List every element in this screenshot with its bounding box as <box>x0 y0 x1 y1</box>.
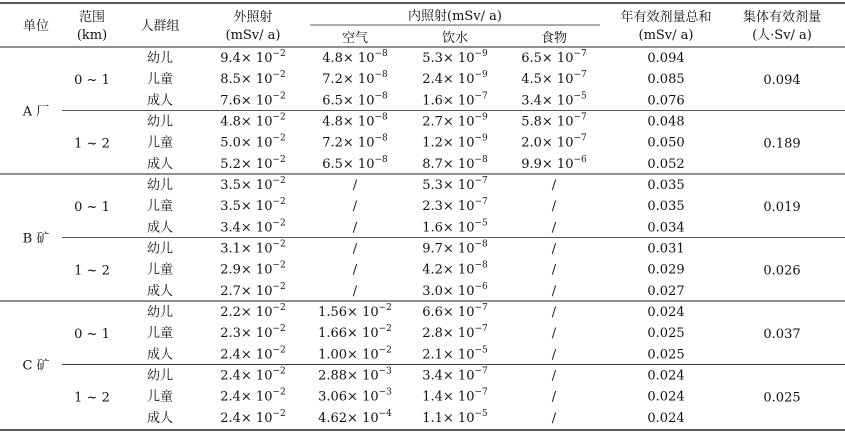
external-dose-mantissa: 3.5× 10 <box>220 199 273 215</box>
external-dose-exponent: −2 <box>272 91 286 102</box>
external-dose-mantissa: 4.8× 10 <box>220 114 273 130</box>
water-dose-mantissa: 2.3× 10 <box>422 199 475 215</box>
food-dose-mantissa: / <box>551 389 557 405</box>
food-dose-exponent: −7 <box>573 133 587 144</box>
external-dose-mantissa: 5.2× 10 <box>220 156 273 172</box>
external-dose-exponent: −2 <box>272 218 286 229</box>
header-total-unit: (mSv/ a) <box>638 28 694 43</box>
food-dose-exponent: −7 <box>573 49 587 59</box>
food-dose <box>552 178 557 193</box>
food-dose <box>521 49 587 66</box>
group-label: 幼儿 <box>146 305 174 321</box>
total-dose: 0.025 <box>647 326 685 342</box>
range-label: 1 ~ 2 <box>74 390 110 406</box>
header-internal: 内照射(mSv/ a) <box>408 9 502 24</box>
food-dose-mantissa: / <box>551 241 557 257</box>
unit-label: A 厂 <box>22 104 50 120</box>
air-dose <box>353 284 358 299</box>
food-dose-mantissa: 3.4× 10 <box>521 93 574 109</box>
total-dose: 0.085 <box>647 72 685 88</box>
air-dose-mantissa: 2.88× 10 <box>318 368 379 384</box>
group-label: 幼儿 <box>146 178 174 194</box>
air-dose-mantissa: 7.2× 10 <box>322 135 375 151</box>
food-dose-mantissa: 6.5× 10 <box>521 51 574 66</box>
external-dose-exponent: −2 <box>272 324 286 335</box>
group-label: 成人 <box>146 156 174 172</box>
collective-dose: 0.025 <box>763 390 801 406</box>
group-label: 成人 <box>146 93 174 109</box>
air-dose <box>322 155 388 172</box>
external-dose-exponent: −2 <box>272 345 286 356</box>
external-dose <box>220 388 286 405</box>
water-dose <box>422 388 488 405</box>
external-dose <box>220 409 286 426</box>
air-dose-mantissa: 6.5× 10 <box>322 93 375 109</box>
air-dose <box>322 49 388 66</box>
food-dose <box>552 284 557 299</box>
air-dose <box>322 70 388 87</box>
air-dose-mantissa: / <box>352 283 358 299</box>
external-dose-exponent: −2 <box>272 387 286 398</box>
header-collective: 集体有效剂量 <box>742 10 822 25</box>
total-dose: 0.024 <box>647 305 685 321</box>
total-dose: 0.024 <box>647 410 685 426</box>
air-dose-mantissa: 1.56× 10 <box>318 305 379 321</box>
external-dose <box>220 49 286 66</box>
external-dose-exponent: −2 <box>272 281 286 292</box>
food-dose <box>521 91 587 108</box>
air-dose-exponent: −8 <box>374 112 388 123</box>
air-dose <box>322 134 388 151</box>
external-dose-mantissa: 2.4× 10 <box>220 389 273 405</box>
water-dose <box>422 49 488 66</box>
external-dose-exponent: −2 <box>272 366 286 377</box>
water-dose-mantissa: 8.7× 10 <box>422 156 475 172</box>
total-dose: 0.024 <box>647 368 685 384</box>
water-dose-exponent: −7 <box>474 324 488 335</box>
food-dose-exponent: −7 <box>573 112 587 123</box>
external-dose-mantissa: 8.5× 10 <box>220 72 273 88</box>
range-label: 1 ~ 2 <box>74 136 110 152</box>
external-dose <box>220 218 286 235</box>
food-dose <box>552 369 557 384</box>
food-dose <box>521 70 587 87</box>
header-total: 年有效剂量总和 <box>620 10 712 25</box>
food-dose-mantissa: / <box>551 326 557 342</box>
water-dose-mantissa: 5.3× 10 <box>422 178 475 194</box>
water-dose-exponent: −7 <box>474 387 488 398</box>
water-dose-exponent: −7 <box>474 197 488 208</box>
water-dose <box>422 324 488 341</box>
total-dose: 0.025 <box>647 347 685 363</box>
water-dose-exponent: −9 <box>474 133 488 144</box>
water-dose <box>422 91 488 108</box>
collective-dose: 0.026 <box>763 263 801 279</box>
air-dose-mantissa: 3.06× 10 <box>318 389 379 405</box>
water-dose <box>422 155 488 172</box>
group-label: 儿童 <box>146 389 174 405</box>
water-dose <box>422 218 488 235</box>
external-dose-exponent: −2 <box>272 408 286 419</box>
water-dose <box>422 134 488 151</box>
food-dose-mantissa: / <box>551 410 557 426</box>
group-label: 成人 <box>146 220 174 236</box>
header-range: 范围 <box>78 10 106 25</box>
water-dose-mantissa: 9.7× 10 <box>422 241 475 257</box>
external-dose-exponent: −2 <box>272 133 286 144</box>
food-dose <box>552 242 557 257</box>
total-dose: 0.052 <box>647 156 685 172</box>
air-dose <box>318 409 392 426</box>
group-label: 儿童 <box>146 262 174 278</box>
water-dose-mantissa: 5.3× 10 <box>422 51 475 66</box>
total-dose: 0.050 <box>647 135 685 151</box>
external-dose-mantissa: 3.5× 10 <box>220 178 273 194</box>
water-dose-mantissa: 1.4× 10 <box>422 389 475 405</box>
total-dose: 0.024 <box>647 389 685 405</box>
external-dose-mantissa: 7.6× 10 <box>220 93 273 109</box>
water-dose-mantissa: 4.2× 10 <box>422 262 475 278</box>
water-dose <box>422 409 488 426</box>
food-dose <box>552 347 557 362</box>
air-dose-mantissa: 4.62× 10 <box>318 410 379 426</box>
external-dose <box>220 240 286 257</box>
water-dose-mantissa: 2.1× 10 <box>422 347 475 363</box>
external-dose-mantissa: 2.4× 10 <box>220 410 273 426</box>
water-dose-mantissa: 6.6× 10 <box>422 305 475 321</box>
water-dose-exponent: −5 <box>474 408 488 419</box>
food-dose <box>552 305 557 320</box>
group-label: 幼儿 <box>146 368 174 384</box>
total-dose: 0.076 <box>647 93 685 109</box>
food-dose-mantissa: 2.0× 10 <box>521 135 574 151</box>
group-label: 儿童 <box>146 326 174 342</box>
food-dose <box>521 113 587 130</box>
air-dose-mantissa: 4.8× 10 <box>322 114 375 130</box>
header-collective-unit: (人·Sv/ a) <box>752 28 812 43</box>
external-dose <box>220 367 286 384</box>
external-dose-mantissa: 9.4× 10 <box>220 51 273 66</box>
water-dose-exponent: −9 <box>474 70 488 81</box>
header-water: 饮水 <box>441 31 469 46</box>
group-label: 儿童 <box>146 72 174 88</box>
food-dose <box>521 134 587 151</box>
food-dose-mantissa: / <box>551 262 557 278</box>
food-dose-exponent: −6 <box>573 154 587 165</box>
range-label: 1 ~ 2 <box>74 263 110 279</box>
group-label: 儿童 <box>146 135 174 151</box>
header-food: 食物 <box>540 31 568 46</box>
range-label: 0 ~ 1 <box>74 199 110 215</box>
external-dose <box>220 91 286 108</box>
air-dose-mantissa: 1.66× 10 <box>318 326 379 342</box>
food-dose-mantissa: / <box>551 283 557 299</box>
water-dose-mantissa: 1.6× 10 <box>422 220 475 236</box>
group-label: 幼儿 <box>146 51 174 66</box>
external-dose-exponent: −2 <box>272 49 286 59</box>
air-dose-exponent: −4 <box>378 408 392 419</box>
air-dose-exponent: −2 <box>378 345 392 356</box>
water-dose <box>422 303 488 320</box>
external-dose <box>220 197 286 214</box>
water-dose-exponent: −9 <box>474 49 488 59</box>
water-dose <box>422 282 488 299</box>
external-dose-exponent: −2 <box>272 303 286 314</box>
food-dose-mantissa: 5.8× 10 <box>521 114 574 130</box>
air-dose <box>353 199 358 214</box>
water-dose-mantissa: 1.1× 10 <box>422 410 475 426</box>
food-dose-mantissa: / <box>551 347 557 363</box>
food-dose-mantissa: 9.9× 10 <box>521 156 574 172</box>
external-dose <box>220 113 286 130</box>
water-dose-exponent: −7 <box>474 303 488 314</box>
range-label: 0 ~ 1 <box>74 72 110 88</box>
food-dose <box>552 326 557 341</box>
water-dose-exponent: −6 <box>474 281 488 292</box>
table-body <box>0 49 845 426</box>
air-dose-mantissa: 4.8× 10 <box>322 51 375 66</box>
group-label: 幼儿 <box>146 114 174 130</box>
external-dose-mantissa: 3.4× 10 <box>220 220 273 236</box>
total-dose: 0.094 <box>647 51 685 66</box>
food-dose-mantissa: / <box>551 305 557 321</box>
air-dose-exponent: −3 <box>378 387 392 398</box>
water-dose-mantissa: 2.7× 10 <box>422 114 475 130</box>
water-dose-exponent: −5 <box>474 218 488 229</box>
range-label: 0 ~ 1 <box>74 326 110 342</box>
air-dose <box>318 303 392 320</box>
air-dose <box>318 388 392 405</box>
total-dose: 0.027 <box>647 283 685 299</box>
food-dose-mantissa: / <box>551 220 557 236</box>
air-dose-exponent: −8 <box>374 49 388 59</box>
header-air: 空气 <box>341 31 369 46</box>
water-dose <box>422 345 488 362</box>
total-dose: 0.035 <box>647 199 685 215</box>
water-dose <box>422 70 488 87</box>
water-dose <box>422 240 488 257</box>
air-dose <box>318 324 392 341</box>
external-dose-mantissa: 3.1× 10 <box>220 241 273 257</box>
external-dose-exponent: −2 <box>272 239 286 250</box>
collective-dose: 0.019 <box>763 199 801 215</box>
total-dose: 0.034 <box>647 220 685 236</box>
air-dose-mantissa: / <box>352 241 358 257</box>
air-dose <box>322 113 388 130</box>
air-dose <box>318 367 392 384</box>
food-dose <box>521 155 587 172</box>
water-dose <box>422 113 488 130</box>
total-dose: 0.031 <box>647 241 685 257</box>
air-dose-mantissa: / <box>352 220 358 236</box>
water-dose-exponent: −7 <box>474 91 488 102</box>
header-external: 外照射 <box>233 10 273 25</box>
header-group: 人群组 <box>140 19 180 34</box>
external-dose-mantissa: 2.7× 10 <box>220 283 273 299</box>
total-dose: 0.029 <box>647 262 685 278</box>
food-dose <box>552 390 557 405</box>
external-dose <box>220 303 286 320</box>
group-label: 成人 <box>146 410 174 426</box>
food-dose-mantissa: / <box>551 178 557 194</box>
air-dose <box>353 263 358 278</box>
external-dose-exponent: −2 <box>272 154 286 165</box>
group-label: 儿童 <box>146 199 174 215</box>
air-dose-exponent: −8 <box>374 133 388 144</box>
external-dose-exponent: −2 <box>272 260 286 271</box>
air-dose <box>322 91 388 108</box>
air-dose-mantissa: / <box>352 262 358 278</box>
food-dose-exponent: −7 <box>573 70 587 81</box>
water-dose <box>422 197 488 214</box>
external-dose-mantissa: 5.0× 10 <box>220 135 273 151</box>
unit-label: C 矿 <box>22 358 50 374</box>
external-dose <box>220 134 286 151</box>
air-dose <box>318 345 392 362</box>
food-dose <box>552 411 557 426</box>
water-dose-exponent: −8 <box>474 154 488 165</box>
air-dose-mantissa: / <box>352 178 358 194</box>
air-dose-mantissa: 6.5× 10 <box>322 156 375 172</box>
water-dose <box>422 261 488 278</box>
water-dose-exponent: −7 <box>474 366 488 377</box>
water-dose-mantissa: 2.4× 10 <box>422 72 475 88</box>
external-dose-exponent: −2 <box>272 176 286 187</box>
food-dose <box>552 220 557 235</box>
air-dose-exponent: −8 <box>374 154 388 165</box>
total-dose: 0.035 <box>647 178 685 194</box>
external-dose-exponent: −2 <box>272 197 286 208</box>
external-dose-mantissa: 2.4× 10 <box>220 347 273 363</box>
collective-dose: 0.189 <box>763 136 801 152</box>
air-dose <box>353 178 358 193</box>
water-dose-exponent: −7 <box>474 176 488 187</box>
air-dose-mantissa: 1.00× 10 <box>318 347 379 363</box>
food-dose <box>552 263 557 278</box>
water-dose-exponent: −8 <box>474 260 488 271</box>
header-external-unit: (mSv/ a) <box>225 28 281 43</box>
total-dose: 0.048 <box>647 114 685 130</box>
food-dose-mantissa: / <box>551 368 557 384</box>
food-dose-mantissa: / <box>551 199 557 215</box>
external-dose <box>220 282 286 299</box>
group-label: 幼儿 <box>146 241 174 257</box>
external-dose <box>220 324 286 341</box>
water-dose-exponent: −5 <box>474 345 488 356</box>
water-dose-mantissa: 3.4× 10 <box>422 368 475 384</box>
external-dose-mantissa: 2.3× 10 <box>220 326 273 342</box>
external-dose-mantissa: 2.2× 10 <box>220 305 273 321</box>
water-dose-mantissa: 2.8× 10 <box>422 326 475 342</box>
group-label: 成人 <box>146 347 174 363</box>
air-dose-exponent: −3 <box>378 366 392 377</box>
air-dose-mantissa: / <box>352 199 358 215</box>
external-dose-mantissa: 2.9× 10 <box>220 262 273 278</box>
water-dose-mantissa: 1.2× 10 <box>422 135 475 151</box>
header-unit: 单位 <box>22 19 50 34</box>
unit-label: B 矿 <box>22 231 50 247</box>
air-dose-exponent: −8 <box>374 91 388 102</box>
external-dose-exponent: −2 <box>272 70 286 81</box>
water-dose <box>422 176 488 193</box>
external-dose <box>220 261 286 278</box>
air-dose-exponent: −2 <box>378 324 392 335</box>
header-range-unit: (km) <box>76 28 108 43</box>
water-dose-mantissa: 3.0× 10 <box>422 283 475 299</box>
food-dose-exponent: −5 <box>573 91 587 102</box>
air-dose-mantissa: 7.2× 10 <box>322 72 375 88</box>
external-dose <box>220 176 286 193</box>
food-dose-mantissa: 4.5× 10 <box>521 72 574 88</box>
water-dose <box>422 367 488 384</box>
air-dose-exponent: −8 <box>374 70 388 81</box>
group-label: 成人 <box>146 283 174 299</box>
external-dose <box>220 345 286 362</box>
air-dose <box>353 242 358 257</box>
external-dose <box>220 155 286 172</box>
external-dose-mantissa: 2.4× 10 <box>220 368 273 384</box>
air-dose <box>353 220 358 235</box>
collective-dose: 0.037 <box>763 326 801 342</box>
food-dose <box>552 199 557 214</box>
water-dose-exponent: −8 <box>474 239 488 250</box>
external-dose <box>220 70 286 87</box>
collective-dose: 0.094 <box>763 72 801 88</box>
water-dose-mantissa: 1.6× 10 <box>422 93 475 109</box>
water-dose-exponent: −9 <box>474 112 488 123</box>
external-dose-exponent: −2 <box>272 112 286 123</box>
air-dose-exponent: −2 <box>378 303 392 314</box>
